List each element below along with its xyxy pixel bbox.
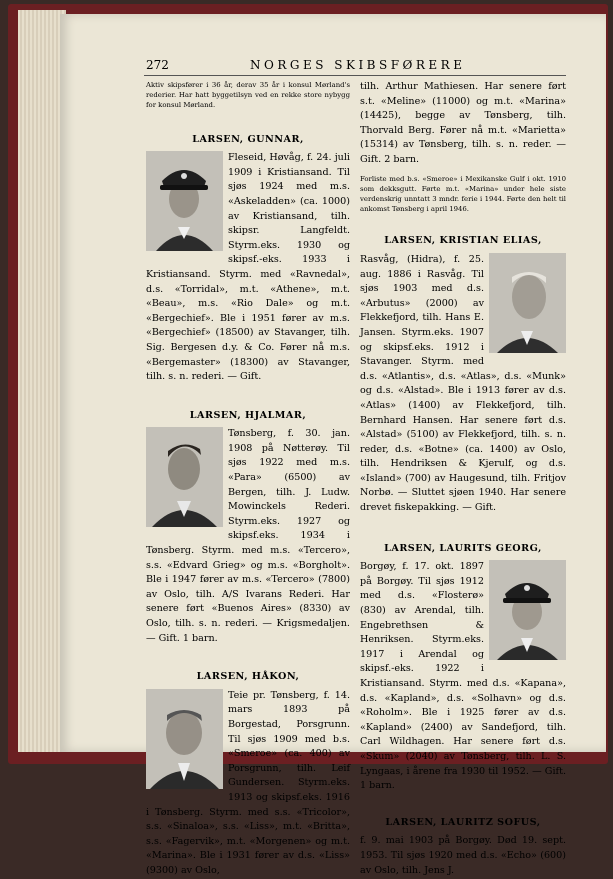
portrait-photo — [489, 253, 566, 359]
entry-name: LARSEN, LAURITS GEORG, — [384, 542, 542, 554]
portrait-gunnar-image — [146, 151, 223, 251]
portrait-photo — [489, 560, 566, 666]
continuation-text: tilh. Arthur Mathiesen. Har senere ført s.t. «Meline» (11000) og m.t. «Marina» (14425), begge av Tønsberg, tilh. Thorvald Berg. Fører nå m.t. «Marietta» (15314) av Tønsberg, tilh. s. n. reder. — Gift. 2 barn. — [360, 81, 566, 165]
entry-note: Forliste med b.s. «Smeroe» i Mexikanske Gulf i okt. 1910 som dekksgutt. Førte m.t. «Marina» under hele siste verdenskrig unntatt 3 mndr. ferie i 1944. Førte den helt til ankomst Tønsberg i april 1946. — [360, 174, 566, 214]
left-column — [146, 80, 350, 879]
header-rule — [144, 75, 566, 76]
intro-note: Aktiv skipsfører i 36 år, derav 35 år i konsul Mørland's rederier. Har hatt byggetilsyn ved en rekke store nybygg for konsul Mørland. — [146, 81, 350, 110]
entry-text: Tønsberg, f. 30. jan. 1908 på Nøtterøy. Til sjøs 1922 med m.s. «Para» (6500) av Bergen, tilh. J. Ludw. Mowinckels Rederi. Styrm.eks. 1927 og skipsf.eks. 1934 i Tønsberg. Styrm. med m.s. «Tercero», s.s. «Edvard Grieg» og m.s. «Borgholt». Ble i 1947 fører av m.s. «Tercero» (7800) av Oslo, tilh. A/S Ivarans Rederi. Har senere ført «Buenos Aires» (8330) av Oslo, tilh. s. n. rederi. — Krigsmedaljen. — Gift. 1 barn. — [146, 428, 350, 644]
running-title: NORGES SKIBSFØRERE — [250, 58, 466, 72]
page-number: 272 — [146, 58, 169, 72]
portrait-hjalmar-image — [146, 427, 223, 527]
entry-text: Rasvåg, (Hidra), f. 25. aug. 1886 i Rasvåg. Til sjøs 1903 med d.s. «Arbutus» (2000) av Flekkefjord, tilh. Hans E. Jansen. Styrm.eks. 1907 og skipsf.eks. 1912 i Stavanger. Styrm. med d.s. «Atlantis», d.s. «Atlas», d.s. «Munk» og d.s. «Alstad». Ble i 1913 fører av d.s. «Atlas» (1400) av Flekkefjord, tilh. Bernhard Hansen. Har senere ført d.s. «Alstad» (5100) av Flekkefjord, tilh. s. n. reder, d.s. «Botne» (ca. 1400) av Oslo, tilh. Hendriksen & Kjerulf, og d.s. «Island» (700) av Haugesund, tilh. Fritjov Norbø. — Sluttet sjøen 1940. Har senere drevet fiskepakking. — Gift. — [360, 253, 566, 514]
entry-text: Borgøy, f. 17. okt. 1897 på Borgøy. Til sjøs 1912 med d.s. «Flosterø» (830) av Arendal, tilh. Engebrethsen & Henriksen. Styrm.eks. 1917 i Arendal og skipsf.-eks. 1922 i Kristiansand. Styrm. med d.s. «Kapana», d.s. «Kapland», d.s. «Solhavn» og d.s. «Roholm». Ble i 1925 fører av d.s. «Kapland» (2400) av Sandefjord, tilh. Carl Wildhagen. Har senere ført d.s. «Skum» (2040) av Tønsberg, tilh. L. S. Lyngaas, i årene fra 1930 til 1952. — Gift. 1 barn. — [360, 561, 566, 792]
portrait-kristian-image — [489, 253, 566, 353]
portrait-photo — [146, 151, 223, 257]
entry-text: Fleseid, Høvåg, f. 24. juli 1909 i Kristiansand. Til sjøs 1924 med m.s. «Askeladden» (ca. 1000) av Kristiansand, tilh. skipsr. Langfeldt. Styrm.eks. 1930 og skipsf.-eks. 1933 i Kristiansand. Styrm. med «Ravnedal», d.s. «Torridal», m.t. «Athene», m.t. «Beau», m.s. «Rio Dale» og m.t. «Bergechief». Ble i 1951 fører av m.s. «Bergechief» (18500) av Stavanger, tilh. Sig. Bergesen d.y. & Co. Fører nå m.s. «Bergemaster» (18300) av Stavanger, tilh. s. n. rederi. — Gift. — [146, 152, 350, 383]
entry-name: LARSEN, HÅKON, — [196, 671, 300, 683]
portrait-hakon-image — [146, 689, 223, 789]
entry-text: Teie pr. Tønsberg, f. 14. mars 1893 på Borgestad, Porsgrunn. Til sjøs 1909 med b.s. «Smeroe» (ca. 400) av Porsgrunn, tilh. Leif Gundersen. Styrm.eks. 1913 og skipsf.eks. 1916 i Tønsberg. Styrm. med s.s. «Tricolor», s.s. «Sinaloa», s.s. «Liss», m.t. «Britta», s.s. «Fagervik», m.t. «Morgenen» og m.t. «Marina». Ble i 1931 fører av d.s. «Liss» (9300) av Oslo, — [146, 689, 350, 876]
right-column — [360, 80, 566, 878]
entry-name: LARSEN, KRISTIAN ELIAS, — [384, 235, 542, 247]
portrait-laurits-image — [489, 560, 566, 660]
entry-name: LARSEN, GUNNAR, — [192, 133, 304, 145]
entry-text: f. 9. mai 1903 på Borgøy. Død 19. sept. 1953. Til sjøs 1920 med d.s. «Echo» (600) av Oslo, tilh. Jens J. — [360, 835, 566, 876]
portrait-photo — [146, 427, 223, 533]
entry-name: LARSEN, HJALMAR, — [189, 409, 307, 421]
portrait-photo — [146, 689, 223, 795]
page-edges — [18, 10, 66, 752]
entry-name: LARSEN, LAURITZ SOFUS, — [385, 816, 541, 828]
